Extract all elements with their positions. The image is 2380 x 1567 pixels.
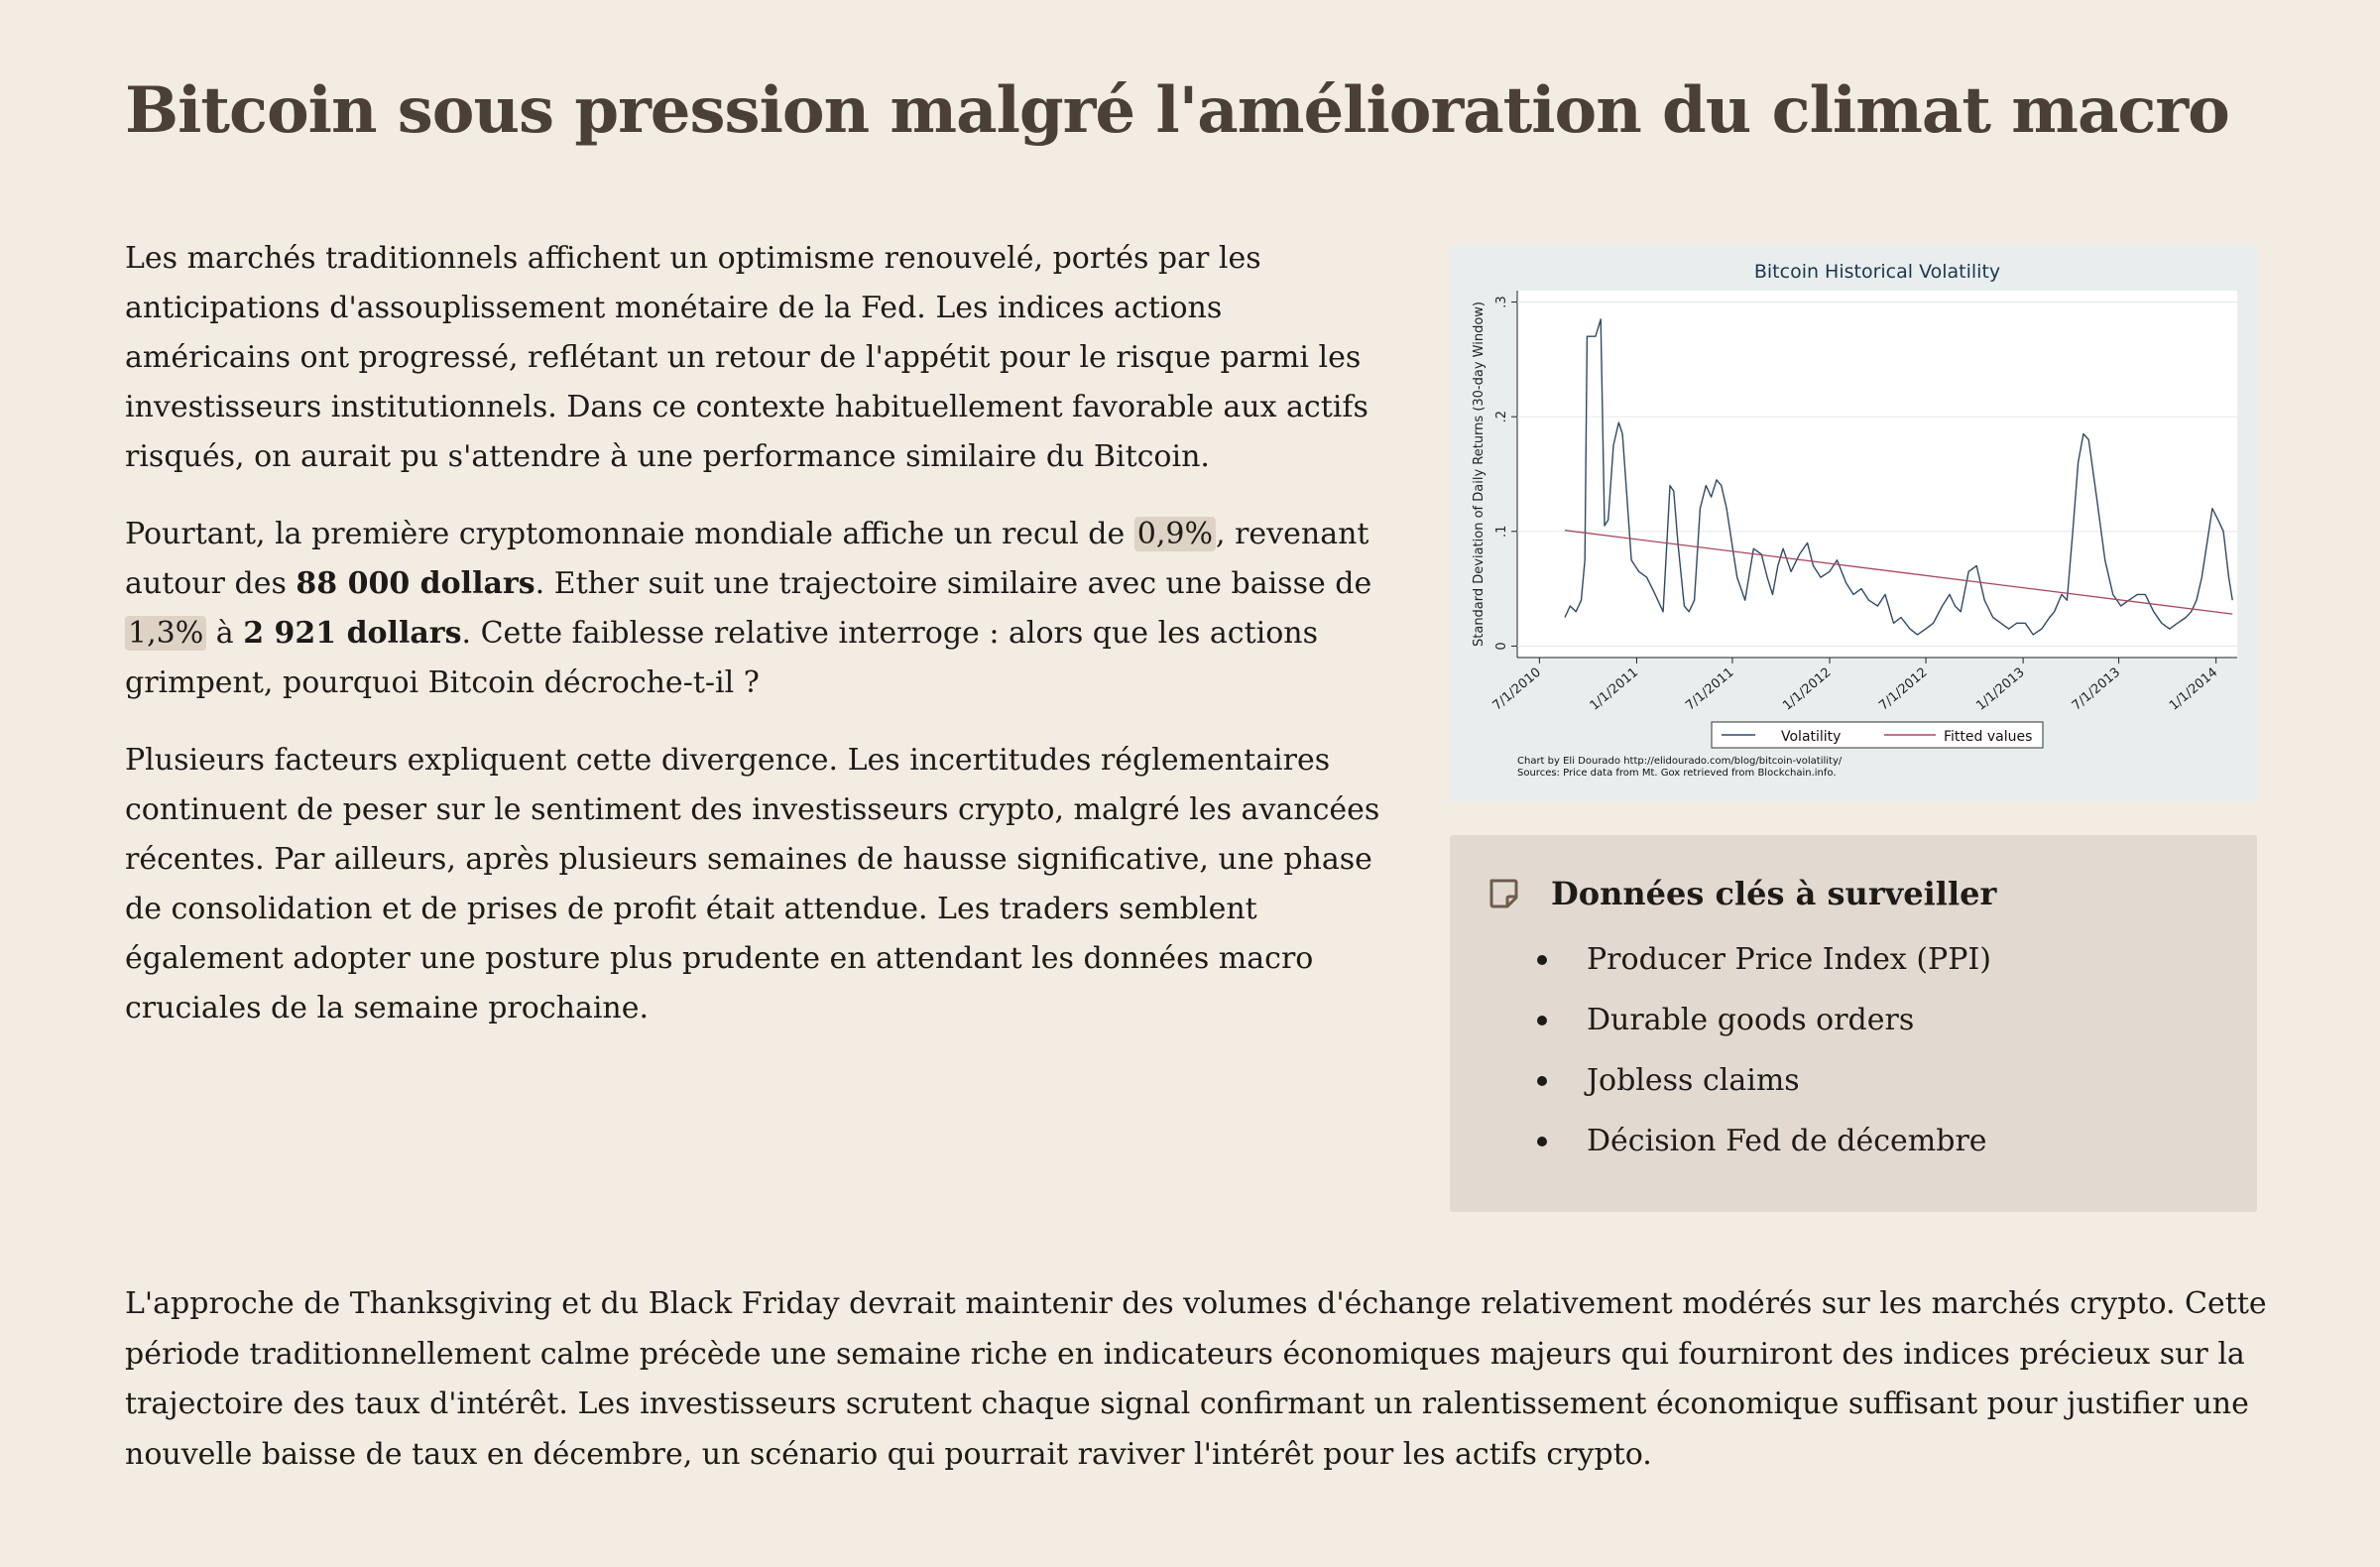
legend-label-fitted: Fitted values: [1944, 729, 2033, 745]
paragraph-text: , revenant autour des: [125, 517, 1369, 601]
volatility-chart: [1450, 246, 2257, 801]
x-tick-label: 1/1/2014: [2166, 664, 2221, 714]
chart-y-axis-label: Standard Deviation of Daily Returns (30-day Window): [1472, 301, 1487, 647]
eth-change-highlight: 1,3%: [125, 616, 206, 651]
legend-label-volatility: Volatility: [1781, 729, 1842, 745]
paragraph-text: Pourtant, la première cryptomonnaie mondiale affiche un recul de: [125, 517, 1134, 551]
chart-source: Sources: Price data from Mt. Gox retrieved from Blockchain.info.: [1517, 768, 1837, 779]
y-tick-label: 0: [1494, 642, 1509, 651]
article-body-intro: [125, 234, 1380, 1061]
paragraph-text: à: [206, 616, 244, 651]
list-item: Décision Fed de décembre: [1537, 1124, 1991, 1184]
btc-change-highlight: 0,9%: [1134, 517, 1216, 551]
x-tick-label: 1/1/2011: [1587, 664, 1642, 714]
chart-credit: Chart by Eli Dourado http://elidourado.com/blog/bitcoin-volatility/: [1517, 756, 1843, 767]
volatility-chart-figure: [1450, 246, 2257, 801]
key-data-header: [1486, 875, 1996, 912]
x-tick-label: 7/1/2013: [2069, 664, 2124, 714]
key-data-title: Données clés à surveiller: [1551, 875, 1997, 912]
key-data-list: [1537, 942, 1991, 1184]
chart-title: Bitcoin Historical Volatility: [1753, 261, 2001, 283]
paragraph-text: . Ether suit une trajectoire similaire avec une baisse de: [535, 566, 1372, 601]
y-tick-label: .1: [1494, 525, 1509, 539]
paragraph-outlook: L'approche de Thanksgiving et du Black Friday devrait maintenir des volumes d'échange relativement modérés sur les marchés crypto. Cette période traditionnellement calme précède une semaine riche en indicateurs économiques majeurs qui fourniront des indices précieux sur la trajectoire des taux d'intérêt. Les investisseurs scrutent chaque signal confirmant un ralentissement économique suffisant pour justifier une nouvelle baisse de taux en décembre, un scénario qui pourrait raviver l'intérêt pour les actifs crypto.: [125, 1286, 2267, 1472]
btc-price: 88 000 dollars: [296, 566, 536, 601]
paragraph-factors: Plusieurs facteurs expliquent cette divergence. Les incertitudes réglementaires continuent de peser sur le sentiment des investisseurs crypto, malgré les avancées récentes. Par ailleurs, après plusieurs semaines de hausse significative, une phase de consolidation et de prises de profit était attendue. Les traders semblent également adopter une posture plus prudente en attendant les données macro cruciales de la semaine prochaine.: [125, 743, 1380, 1025]
list-item: Durable goods orders: [1537, 1003, 1991, 1063]
y-tick-label: .3: [1494, 296, 1509, 308]
paragraph-intro: Les marchés traditionnels affichent un optimisme renouvelé, portés par les anticipations d'assouplissement monétaire de la Fed. Les indices actions américains ont progressé, reflétant un retour de l'appétit pour le risque parmi les investisseurs institutionnels. Dans ce contexte habituellement favorable aux actifs risqués, on aurait pu s'attendre à une performance similaire du Bitcoin.: [125, 241, 1368, 474]
key-data-box: [1450, 835, 2257, 1212]
paragraph-prices: [125, 510, 1380, 708]
chart-y-ticks: [1494, 296, 1517, 650]
x-tick-label: 7/1/2012: [1876, 664, 1931, 714]
article-title: Bitcoin sous pression malgré l'amélioration du climat macro: [125, 73, 2229, 148]
chart-legend: [1712, 722, 2043, 748]
x-tick-label: 1/1/2012: [1780, 664, 1835, 714]
chart-x-ticks: [1490, 658, 2221, 714]
x-tick-label: 1/1/2013: [1973, 664, 2028, 714]
eth-price: 2 921 dollars: [243, 616, 462, 651]
x-tick-label: 7/1/2010: [1489, 664, 1544, 714]
list-item: Jobless claims: [1537, 1063, 1991, 1124]
paragraph-text: . Cette faiblesse relative interroge : alors que les actions grimpent, pourquoi Bitcoin décroche-t-il ?: [125, 616, 1318, 700]
y-tick-label: .2: [1494, 410, 1509, 423]
note-icon: [1486, 876, 1521, 911]
list-item: Producer Price Index (PPI): [1537, 942, 1991, 1003]
x-tick-label: 7/1/2011: [1683, 664, 1737, 714]
